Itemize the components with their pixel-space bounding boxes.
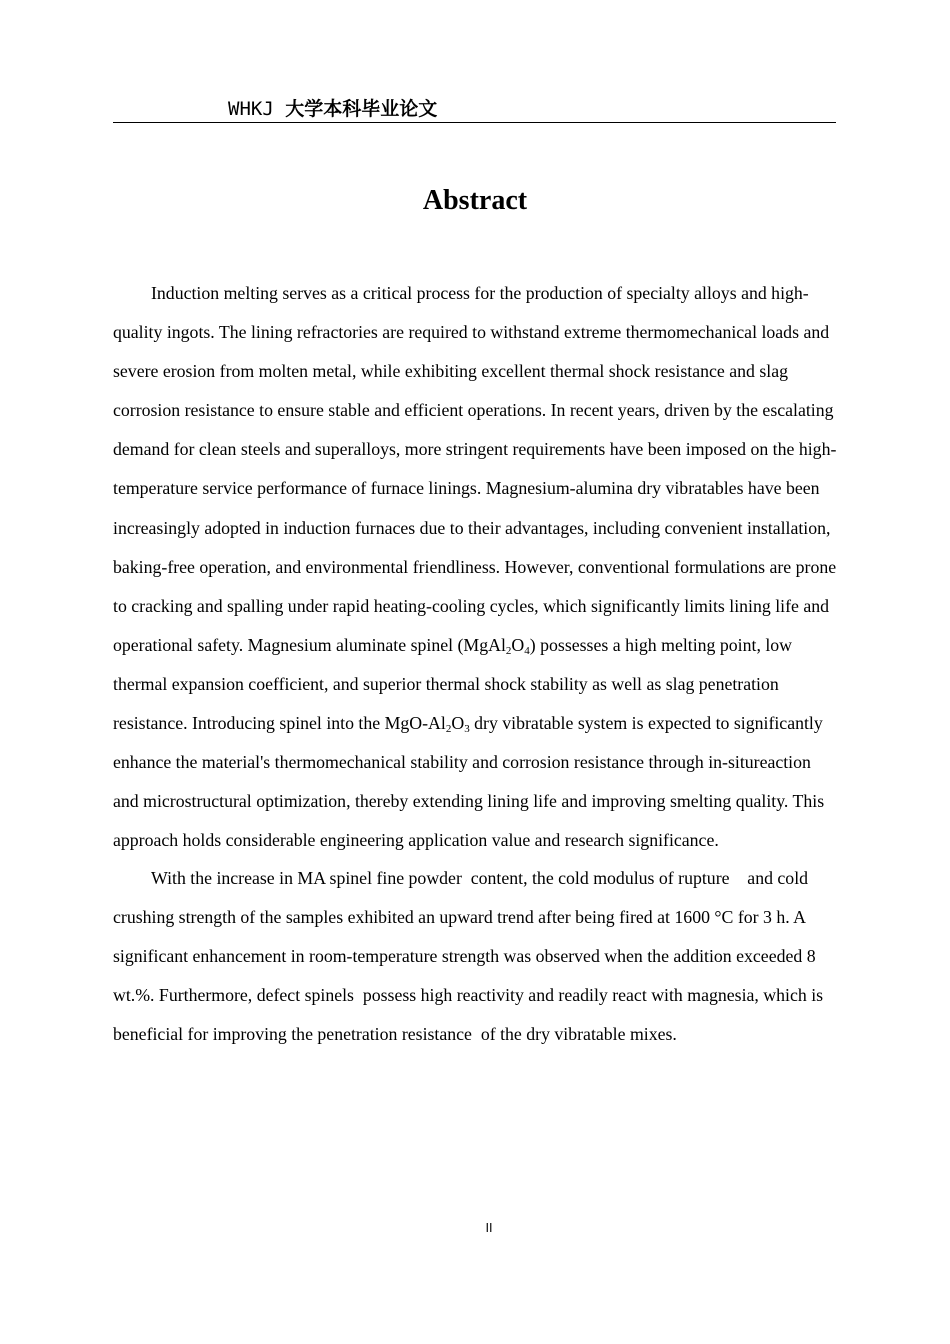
formula-part: MgAl — [463, 634, 506, 655]
p1-text-part-2: ) possesses a high melting point, low thermal expansion coefficient, and superior thermal shock stability as well as slag penetration resistance. Introducing spinel into the — [113, 634, 793, 734]
formula-part: O — [451, 713, 465, 734]
page-number: II — [485, 1221, 493, 1235]
formula-subscript: 4 — [524, 644, 530, 657]
formula-subscript: 2 — [505, 644, 512, 657]
p1-text-part-1: Induction melting serves as a critical process for the production of specialty alloys and high-quality ingots. The lining refractories are required to withstand extreme thermomechanical loads and severe erosion from molten metal, while exhibiting excellent thermal shock resistance and slag corrosion resistance to ensure stable and efficient operations. In recent years, driven by the escalating demand for clean steels and superalloys, more stringent requirements have been imposed on the high-temperature service performance of furnace linings. Magnesium-alumina dry vibratables have been increasingly adopted in induction furnaces due to their advantages, including convenient installation, baking-free operation, and environmental friendliness. However, conventional formulations are prone to cracking and spalling under rapid heating-cooling cycles, which significantly limits lining life and operational safety. Magnesium aluminate spinel ( — [113, 283, 837, 655]
spinel-formula — [463, 635, 529, 655]
header-title-cn: 大学本科毕业论文 — [285, 98, 438, 120]
formula-part: O — [511, 634, 525, 655]
page-header — [113, 92, 836, 123]
formula-subscript: 2 — [445, 723, 452, 736]
system-formula — [384, 713, 470, 736]
formula-part: MgO-Al — [384, 713, 446, 734]
abstract-title: Abstract — [422, 185, 528, 216]
abstract-paragraph-2: With the increase in MA spinel fine powder content, the cold modulus of rupture and cold crushing strength of the samples exhibited an upward trend after being fired at 1600 °C for 3 h. A significant enhancement in room-temperature strength was observed when the addition exceeded 8 wt.%. Furthermore, defect spinels possess high reactivity and readily react with magnesia, which is beneficial for improving the penetration resistance of the dry vibratable mixes. — [113, 867, 824, 1045]
p1-text-part-3: dry vibratable system is expected to significantly enhance the material's thermomechanical stability and corrosion resistance through in-situreaction and microstructural optimization, thereby extending lining life and improving smelting quality. This approach holds considerable engineering application value and research significance. — [113, 713, 825, 851]
formula-subscript: 3 — [464, 723, 470, 736]
header-title — [228, 94, 437, 121]
header-prefix: WHKJ — [228, 98, 274, 120]
abstract-body — [113, 274, 837, 1054]
abstract-paragraph-1 — [113, 274, 837, 860]
